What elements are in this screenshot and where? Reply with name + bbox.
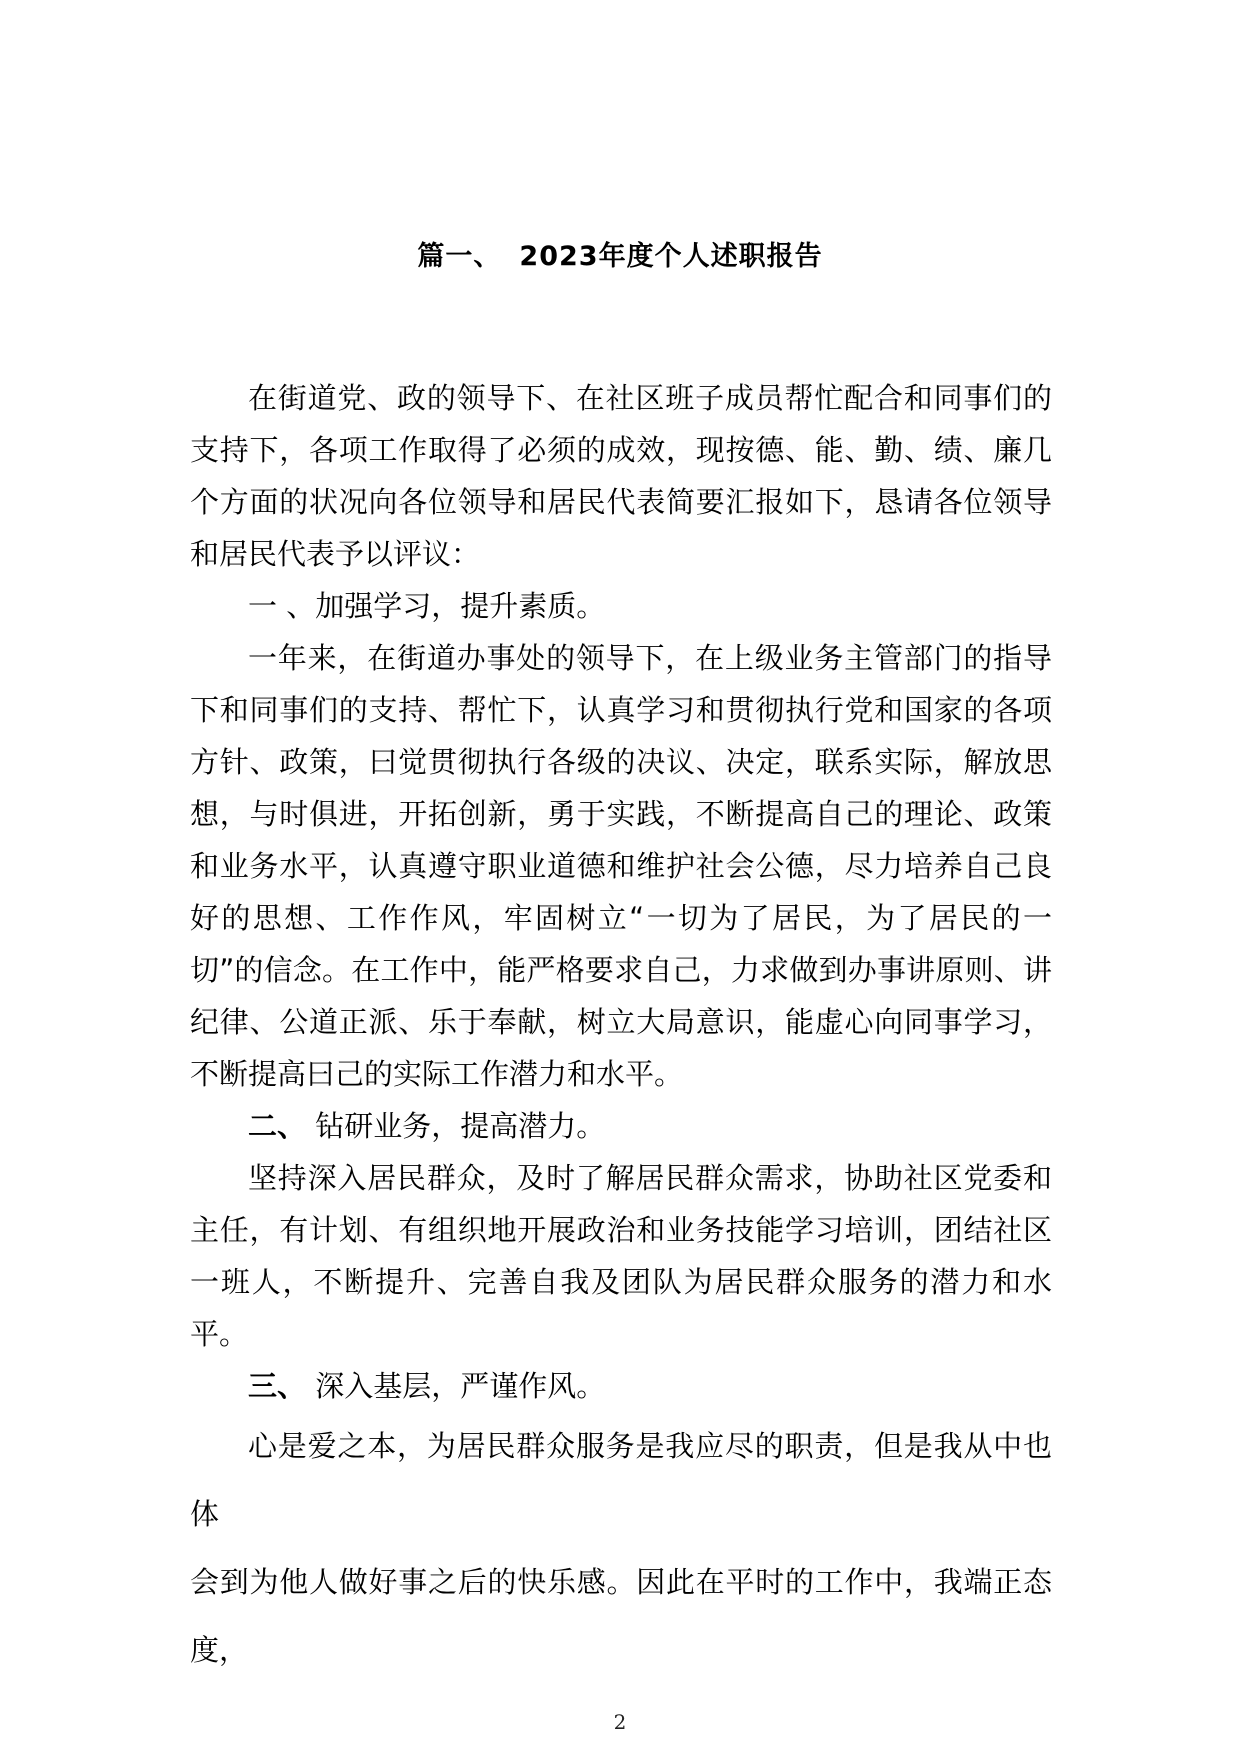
section-3-paragraph-line-1: 心是爱之本，为居民群众服务是我应尽的职责，但是我从中也体 — [190, 1429, 1052, 1531]
section-3-paragraph-line-2: 会到为他人做好事之后的快乐感。因此在平时的工作中，我端正态度， — [190, 1565, 1052, 1667]
page-number: 2 — [613, 1710, 627, 1734]
intro-paragraph: 在街道党、政的领导下、在社区班子成员帮忙配合和同事们的支持下，各项工作取得了必须的成效，现按德、能、勤、绩、廉几个方面的状况向各位领导和居民代表简要汇报如下，恳请各位领导和居民代表予以评议： — [190, 381, 1052, 571]
document-body — [190, 372, 1052, 1684]
section-3-number: 三、 — [248, 1369, 307, 1403]
section-2-heading — [190, 1100, 1052, 1152]
section-2-paragraph: 坚持深入居民群众，及时了解居民群众需求，协助社区党委和主任，有计划、有组织地开展政治和业务技能学习培训，团结社区一班人，不断提升、完善自我及团队为居民群众服务的潜力和水平。 — [190, 1161, 1052, 1351]
section-3-title: 深入基层，严谨作风。 — [306, 1369, 606, 1403]
title-prefix: 篇一、 — [417, 241, 502, 272]
title-main: 2023年度个人述职报告 — [519, 241, 823, 272]
section-1-heading: 一 、加强学习，提升素质。 — [248, 589, 606, 623]
document-title — [0, 234, 1240, 273]
section-1-paragraph: 一年来，在街道办事处的领导下，在上级业务主管部门的指导下和同事们的支持、帮忙下，认真学习和贯彻执行党和国家的各项方针、政策，曰觉贯彻执行各级的决议、决定，联系实际，解放思想，与时俱进，开拓创新，勇于实践，不断提高自己的理论、政策和业务水平，认真遵守职业道德和维护社会公德，尽力培养自己良好的思想、工作作风，牢固树立“一切为了居民，为了居民的一切”的信念。在工作中，能严格要求自己，力求做到办事讲原则、讲纪律、公道正派、乐于奉献，树立大局意识，能虚心向同事学习，不断提高曰己的实际工作潜力和水平。 — [190, 641, 1052, 1091]
section-2-title: 钻研业务，提高潜力。 — [306, 1109, 606, 1143]
section-2-number: 二、 — [248, 1109, 307, 1143]
section-3-heading — [190, 1360, 1052, 1412]
